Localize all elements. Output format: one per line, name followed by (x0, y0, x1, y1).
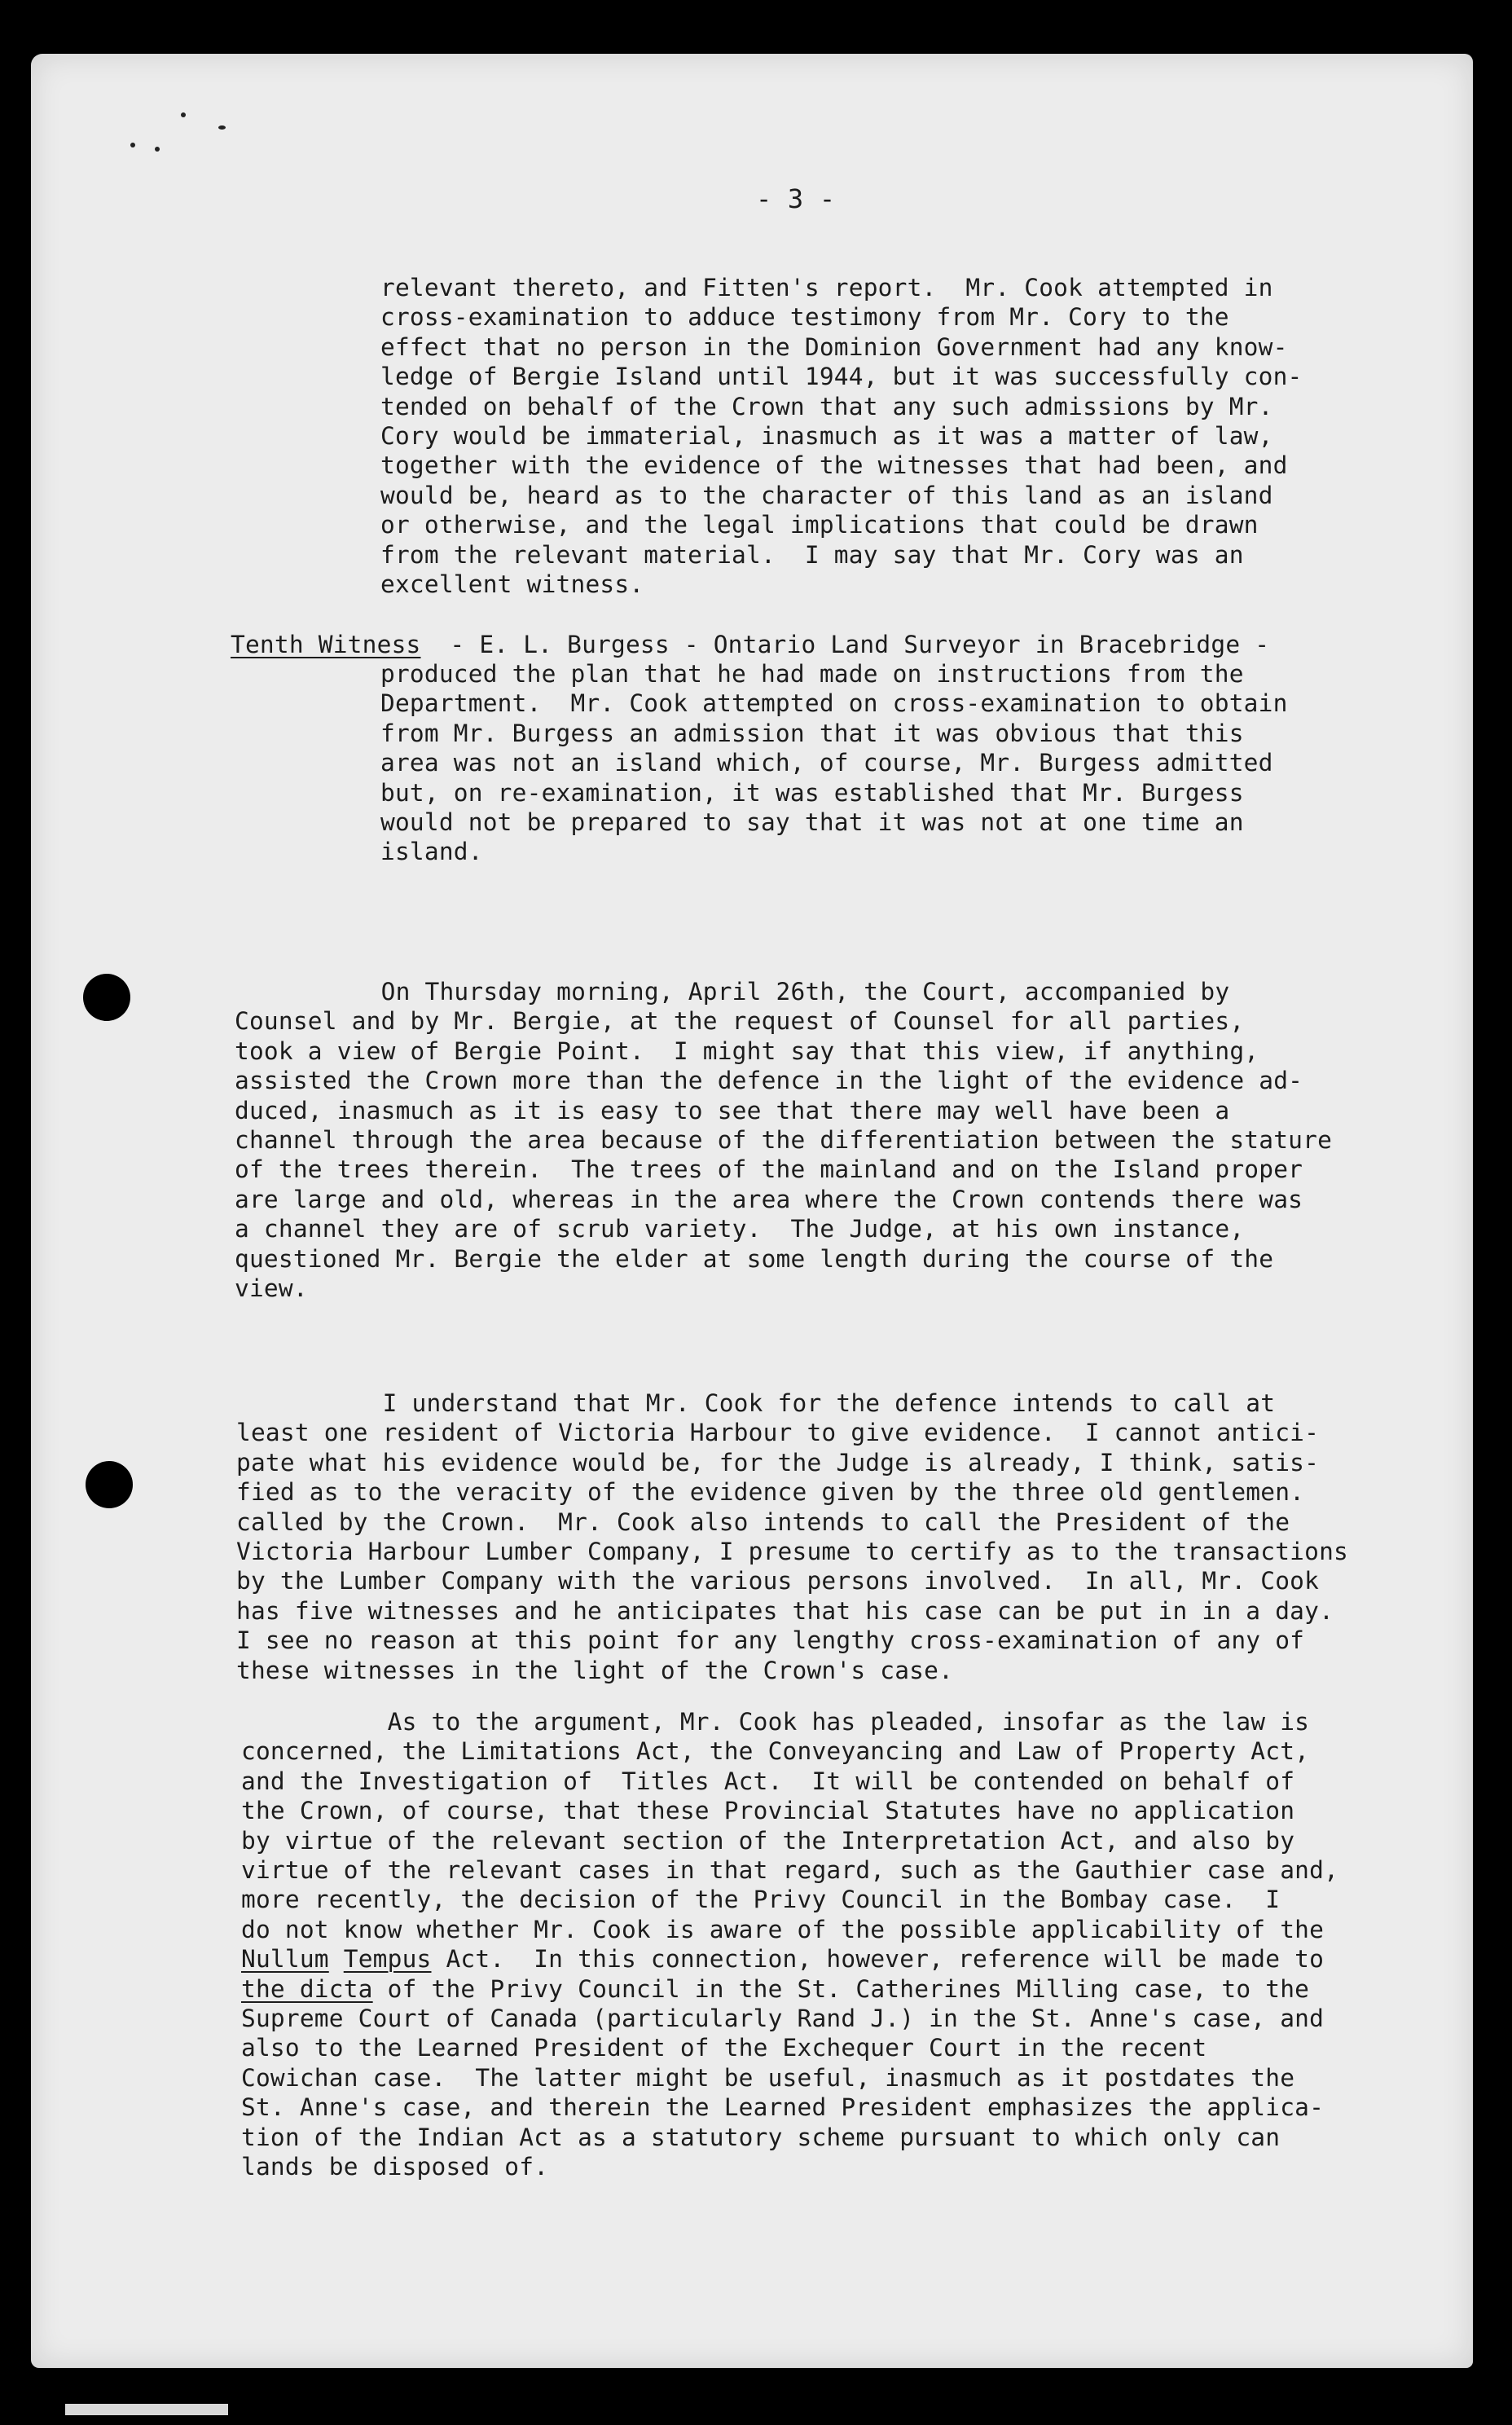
nullum-word: Nullum (241, 1945, 329, 1974)
speck (218, 125, 226, 130)
witness-heading (231, 630, 1269, 659)
argument-text-mid: Act. In this connection, however, reference will be made to (446, 1945, 1325, 1974)
punch-hole (83, 974, 130, 1021)
dicta-phrase: the dicta (241, 1974, 373, 2003)
argument-text-start: As to the argument, Mr. Cook has pleaded, insofar as the law is concerned, the Limitations Act, the Conveyancing and Law of Property Act, and the Investigation of Titles Act. It will be contended on behalf of the Crown, of course, that these Provincial Statutes have no application by virtue of the relevant section of the Interpretation Act, and also by virtue of the relevant cases in that regard, such as the Gauthier case and, more recently, the decision of the Privy Council in the Bombay case. I do not know whether Mr. Cook is aware of the possible applicability of the (241, 1708, 1339, 1943)
witness-description: - E. L. Burgess - Ontario Land Surveyor in Bracebridge - (420, 631, 1270, 658)
speck (130, 143, 135, 147)
witness-label: Tenth Witness (231, 631, 421, 658)
paragraph-argument (241, 1707, 1338, 2182)
witness-summary: produced the plan that he had made on instructions from the Department. Mr. Cook attempted on cross-examination to obtain from Mr. Burgess an admission that it was obvious that this area was not an island which, of course, Mr. Burgess admitted but, on re-examination, it was established that Mr. Burgess would not be prepared to say that it was not at one time an island. (380, 660, 1288, 866)
paragraph-view: On Thursday morning, April 26th, the Court, accompanied by Counsel and by Mr. Bergie, at the request of Counsel for all parties, took a view of Bergie Point. I might say that this view, if anything, assisted the Crown more than the defence in the light of the evidence ad- duced, inasmuch as it is easy to see that there may well have been a channel through the area because of the differentiation between the stature of the trees therein. The trees of the mainland and on the Island proper are large and old, whereas in the area where the Crown contends there was a channel they are of scrub variety. The Judge, at his own instance, questioned Mr. Bergie the elder at some length during the course of the view. (235, 978, 1333, 1303)
film-edge (65, 2404, 228, 2415)
page-number: - 3 - (756, 183, 836, 214)
speck (181, 112, 186, 117)
paragraph-defence-witnesses: I understand that Mr. Cook for the defence intends to call at least one resident of Victoria Harbour to give evidence. I cannot antici- pate what his evidence would be, for the Judge is already, I think, satis- fied as to the veracity of the evidence given by the three old gentlemen. called by the Crown. Mr. Cook also intends to call the President of the Victoria Harbour Lumber Company, I presume to certify as to the transactions by the Lumber Company with the various persons involved. In all, Mr. Cook has five witnesses and he anticipates that his case can be put in in a day. I see no reason at this point for any lengthy cross-examination of any of these witnesses in the light of the Crown's case. (236, 1389, 1348, 1684)
punch-hole (86, 1461, 133, 1508)
tempus-word: Tempus (343, 1945, 432, 1974)
argument-text-end: of the Privy Council in the St. Catherines Milling case, to the Supreme Court of Canada (particularly Rand J.) in the St. Anne's case, and also to the Learned President of the Exchequer Court in the recent Cowichan case. The latter might be useful, inasmuch as it postdates the St. Anne's case, and therein the Learned President emphasizes the applica- tion of the Indian Act as a statutory scheme pursuant to which only can lands be disposed of. (241, 1974, 1325, 2181)
witness-summary-continued: relevant thereto, and Fitten's report. Mr. Cook attempted in cross-examination to adduce testimony from Mr. Cory to the effect that no person in the Dominion Government had any know- ledge of Bergie Island until 1944, but it was successfully con- tended on behalf of the Crown that any such admissions by Mr. Cory would be immaterial, inasmuch as it was a matter of law, together with the evidence of the witnesses that had been, and would be, heard as to the character of this land as an island or otherwise, and the legal implications that could be drawn from the relevant material. I may say that Mr. Cory was an excellent witness. (380, 274, 1303, 599)
speck (155, 147, 160, 152)
